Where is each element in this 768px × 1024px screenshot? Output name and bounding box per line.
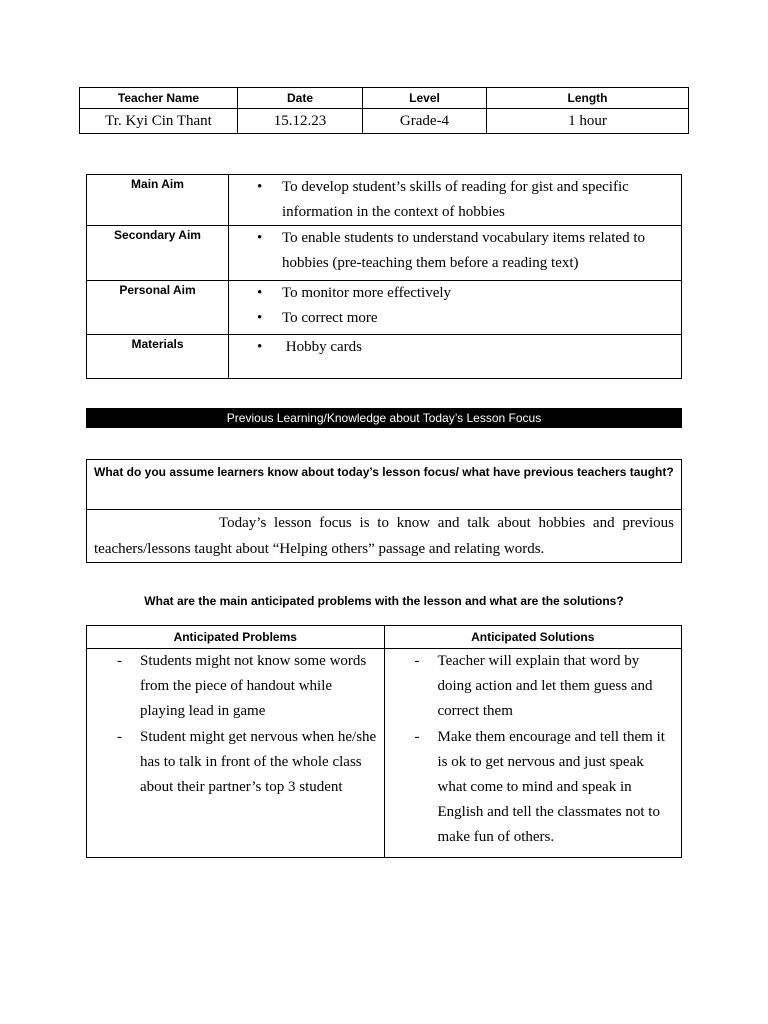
secondary-aim-value [229,226,682,281]
solution-item: - Make them encourage and tell them it is ok to get nervous and just speak what come to mind and speak in English and tell the classmates not to make fun of others. [391,725,676,851]
personal-aim-item: • To correct more [257,306,673,331]
problem-item: - Students might not know some words from the piece of handout while playing lead in game [93,649,378,725]
problem-item: - Student might get nervous when he/she has to talk in front of the whole class about their partner’s top 3 student [93,725,378,801]
previous-learning-banner: Previous Learning/Knowledge about Today’s Lesson Focus [86,408,682,428]
solutions-cell [384,649,682,858]
materials-item: • Hobby cards [257,335,673,360]
main-aim-label: Main Aim [87,175,229,226]
secondary-aim-item: • To enable students to understand vocabulary items related to hobbies (pre-teaching them before a reading text) [257,226,673,276]
col-date: Date [238,88,363,109]
materials-value [229,335,682,379]
length-value: 1 hour [487,109,689,134]
col-length: Length [487,88,689,109]
personal-aim-item: • To monitor more effectively [257,281,673,306]
solution-item: - Teacher will explain that word by doing action and let them guess and correct them [391,649,676,725]
level-value: Grade-4 [363,109,487,134]
personal-aim-label: Personal Aim [87,281,229,335]
assumption-table [86,459,682,563]
date-value: 15.12.23 [238,109,363,134]
col-level: Level [363,88,487,109]
problems-heading: What are the main anticipated problems with the lesson and what are the solutions? [144,594,624,608]
assumption-answer: Today’s lesson focus is to know and talk about hobbies and previous teachers/lessons taught about “Helping others” passage and relating words. [87,510,682,563]
secondary-aim-label: Secondary Aim [87,226,229,281]
col-teacher-name: Teacher Name [80,88,238,109]
assumption-question: What do you assume learners know about today’s lesson focus/ what have previous teachers taught? [87,460,682,510]
teacher-name-value: Tr. Kyi Cin Thant [80,109,238,134]
personal-aim-value [229,281,682,335]
aims-table [86,174,682,379]
main-aim-value [229,175,682,226]
solutions-column-header: Anticipated Solutions [384,626,682,649]
problems-column-header: Anticipated Problems [87,626,385,649]
problems-cell [87,649,385,858]
materials-label: Materials [87,335,229,379]
main-aim-item: • To develop student’s skills of reading for gist and specific information in the context of hobbies [257,175,673,225]
lesson-info-table [79,87,689,134]
problems-table [86,625,682,858]
